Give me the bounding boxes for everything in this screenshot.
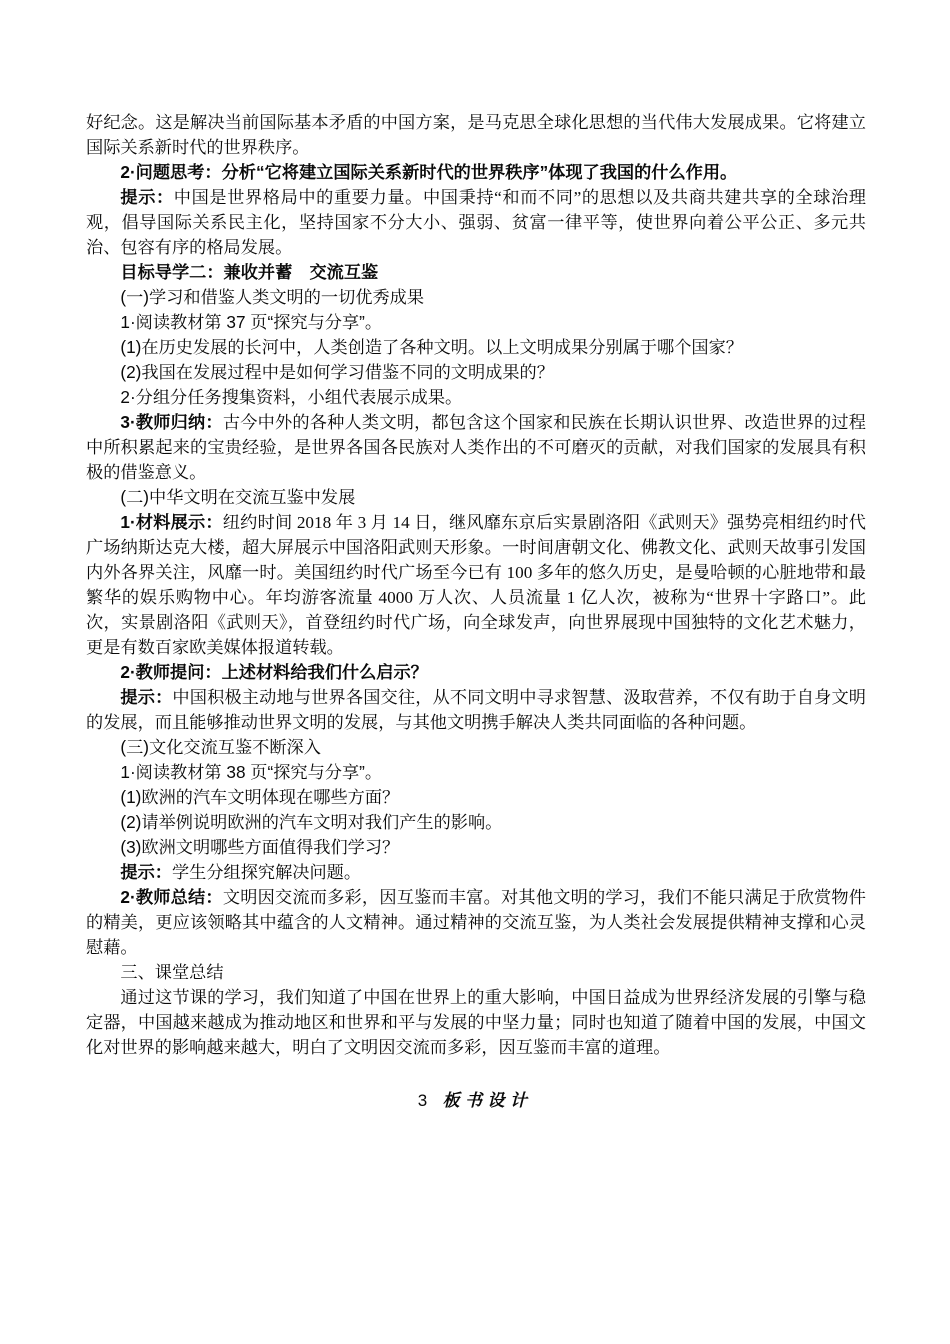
text-run: (2)我国在发展过程中是如何学习借鉴不同的文明成果的？ <box>120 362 554 382</box>
paragraph-23 <box>86 985 866 1060</box>
paragraph-1 <box>86 110 866 160</box>
text-run: 2·分组分任务搜集资料，小组代表展示成果。 <box>120 387 463 407</box>
paragraph-2 <box>86 160 866 185</box>
text-run: 目标导学二：兼收并蓄 交流互鉴 <box>120 262 379 282</box>
text-run: 通过这节课的学习，我们知道了中国在世界上的重大影响，中国日益成为世界经济发展的引擎与稳定器，中国越来越成为推动地区和世界和平与发展的中坚力量；同时也知道了随着中国的发展，中国文化对世界的影响越来越大，明白了文明因交流而多彩，因互鉴而丰富的道理。 <box>86 987 866 1057</box>
text-run: (3)欧洲文明哪些方面值得我们学习？ <box>120 837 400 857</box>
paragraph-17 <box>86 785 866 810</box>
text-run: (1)欧洲的汽车文明体现在哪些方面？ <box>120 787 400 807</box>
paragraph-11 <box>86 485 866 510</box>
text-run: 中国是世界格局中的重要力量。中国秉持“和而不同”的思想以及共商共建共享的全球治理观，倡导国际关系民主化，坚持国家不分大小、强弱、贫富一律平等，使世界向着公平公正、多元共治、包容有序的格局发展。 <box>86 188 866 257</box>
paragraph-13 <box>86 660 866 685</box>
text-run: 提示： <box>120 187 174 207</box>
section-heading-board-design <box>0 1086 950 1111</box>
text-run: (二)中华文明在交流互鉴中发展 <box>120 487 356 507</box>
text-run: (三)文化交流互鉴不断深入 <box>120 737 321 757</box>
paragraph-19 <box>86 835 866 860</box>
text-run: (2)请举例说明欧洲的汽车文明对我们产生的影响。 <box>120 812 503 832</box>
text-run: 好纪念。这是解决当前国际基本矛盾的中国方案，是马克思全球化思想的当代伟大发展成果。它将建立国际关系新时代的世界秩序。 <box>86 113 866 157</box>
paragraph-7 <box>86 335 866 360</box>
text-run: 纽约时间 2018 年 3 月 14 日，继风靡东京后实景剧洛阳《武则天》强势亮相纽约时代广场纳斯达克大楼，超大屏展示中国洛阳武则天形象。一时间唐朝文化、佛教文化、武则天故事引发国内外各界关注，风靡一时。美国纽约时代广场至今已有 100 多年的悠久历史，是曼哈顿的心脏地带和最繁华的娱乐购物中心。年均游客流量 4000 万人次、人员流量 1 亿人次，被称为“世界十字路口”。此次，实景剧洛阳《武则天》，首登纽约时代广场，向全球发声，向世界展现中国独特的文化艺术魅力，更是有数百家欧美媒体报道转载。 <box>86 513 866 657</box>
text-run: 1·阅读教材第 38 页“探究与分享”。 <box>120 762 383 782</box>
text-run: 提示： <box>120 862 172 882</box>
paragraph-18 <box>86 810 866 835</box>
paragraph-9 <box>86 385 866 410</box>
text-run: 2·教师总结： <box>120 887 223 907</box>
paragraph-5 <box>86 285 866 310</box>
paragraph-14 <box>86 685 866 735</box>
text-run: 3·教师归纳： <box>120 412 223 432</box>
text-run: 提示： <box>120 687 173 707</box>
section-number: 3 <box>417 1091 428 1110</box>
paragraph-8 <box>86 360 866 385</box>
text-run: 2·教师提问：上述材料给我们什么启示？ <box>120 662 428 682</box>
paragraph-6 <box>86 310 866 335</box>
text-run: 学生分组探究解决问题。 <box>171 863 362 882</box>
lesson-plan-text <box>86 110 866 1060</box>
paragraph-16 <box>86 760 866 785</box>
text-run: 文明因交流而多彩，因互鉴而丰富。对其他文明的学习，我们不能只满足于欣赏物件的精美，更应该领略其中蕴含的人文精神。通过精神的交流互鉴，为人类社会发展提供精神支撑和心灵慰藉。 <box>86 887 866 957</box>
paragraph-22 <box>86 960 866 985</box>
text-run: 1·材料展示： <box>120 512 223 532</box>
text-run: 中国积极主动地与世界各国交往，从不同文明中寻求智慧、汲取营养，不仅有助于自身文明的发展，而且能够推动世界文明的发展，与其他文明携手解决人类共同面临的各种问题。 <box>86 688 866 732</box>
text-run: (一)学习和借鉴人类文明的一切优秀成果 <box>120 287 425 307</box>
paragraph-12 <box>86 510 866 660</box>
paragraph-4 <box>86 260 866 285</box>
paragraph-3 <box>86 185 866 260</box>
paragraph-10 <box>86 410 866 485</box>
section-title: 板书设计 <box>442 1091 533 1110</box>
text-run: 三、课堂总结 <box>120 962 224 982</box>
text-run: 2·问题思考：分析“它将建立国际关系新时代的世界秩序”体现了我国的什么作用。 <box>120 162 738 182</box>
text-run: 1·阅读教材第 37 页“探究与分享”。 <box>120 312 383 332</box>
paragraph-21 <box>86 885 866 960</box>
paragraph-15 <box>86 735 866 760</box>
text-run: 古今中外的各种人类文明，都包含这个国家和民族在长期认识世界、改造世界的过程中所积累起来的宝贵经验，是世界各国各民族对人类作出的不可磨灭的贡献，对我们国家的发展具有积极的借鉴意义。 <box>86 412 866 482</box>
paragraph-20 <box>86 860 866 885</box>
text-run: (1)在历史发展的长河中，人类创造了各种文明。以上文明成果分别属于哪个国家？ <box>120 337 743 357</box>
